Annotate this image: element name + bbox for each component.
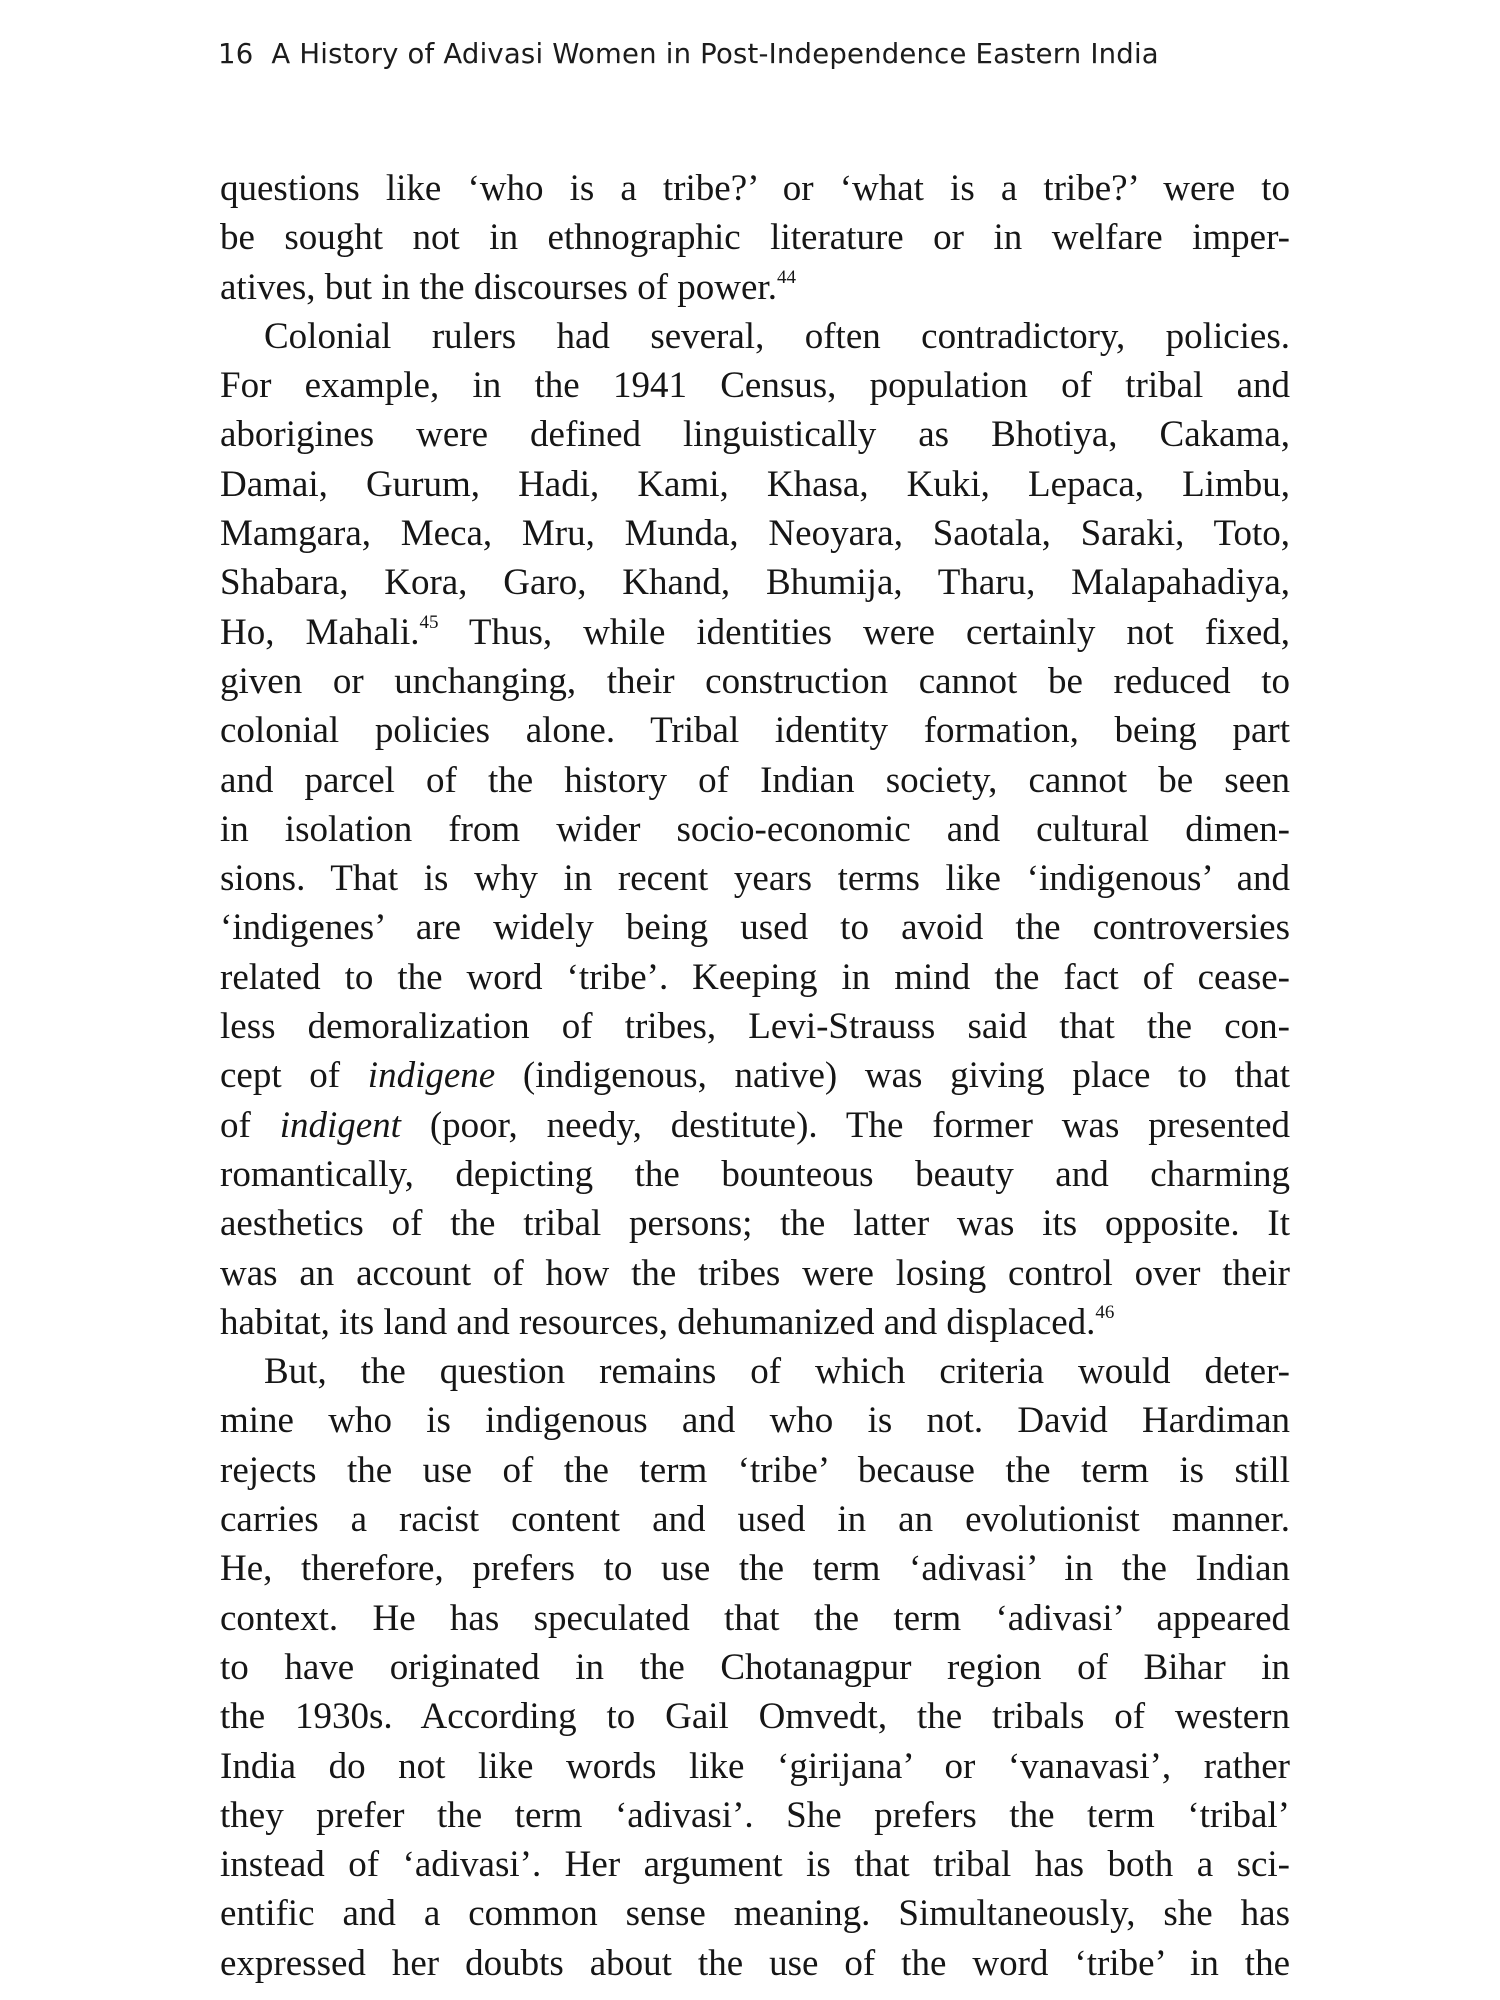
italic-term: indigent (279, 1104, 401, 1146)
text-line: mine who is indigenous and who is not. David Hardiman (220, 1400, 1290, 1442)
text-line: ‘indigenes’ are widely being used to avoid the controversies (220, 907, 1290, 949)
text-line: in isolation from wider socio-economic and cultural dimen- (220, 808, 1290, 850)
footnote-marker-45: 45 (419, 611, 439, 633)
paragraph-start: Colonial rulers had several, often contradictory, policies. (264, 315, 1290, 357)
page-number: 16 (218, 38, 254, 70)
text-line: given or unchanging, their construction cannot be reduced to (220, 660, 1290, 702)
footnote-marker-44: 44 (776, 266, 796, 288)
text-line: India do not like words like ‘girijana’ or ‘vanavasi’, rather (220, 1745, 1290, 1787)
running-head (218, 38, 1159, 70)
text-line: instead of ‘adivasi’. Her argument is that tribal has both a sci- (220, 1844, 1290, 1886)
footnote-marker-46: 46 (1095, 1301, 1115, 1323)
text-line: entific and a common sense meaning. Simultaneously, she has (220, 1893, 1290, 1935)
text-line: carries a racist content and used in an evolutionist manner. (220, 1499, 1290, 1541)
text-line: to have originated in the Chotanagpur region of Bihar in (220, 1646, 1290, 1688)
text-line: context. He has speculated that the term ‘adivasi’ appeared (220, 1597, 1290, 1639)
text-line: they prefer the term ‘adivasi’. She prefers the term ‘tribal’ (220, 1794, 1290, 1836)
text-line: related to the word ‘tribe’. Keeping in mind the fact of cease- (220, 956, 1290, 998)
text-line: aesthetics of the tribal persons; the latter was its opposite. It (220, 1203, 1290, 1245)
text-line: and parcel of the history of Indian society, cannot be seen (220, 759, 1290, 801)
text-line: the 1930s. According to Gail Omvedt, the tribals of western (220, 1696, 1290, 1738)
text-line: atives, but in the discourses of power.$^{44}$ (220, 266, 796, 308)
text-line: habitat, its land and resources, dehumanized and displaced.$^{46}$ (220, 1301, 1115, 1343)
text-line: colonial policies alone. Tribal identity formation, being part (220, 710, 1290, 752)
text-line: Damai, Gurum, Hadi, Kami, Khasa, Kuki, Lepaca, Limbu, (220, 463, 1290, 505)
text-line: cept of indigene (indigenous, native) was giving place to that (220, 1055, 1290, 1097)
text-line: For example, in the 1941 Census, population of tribal and (220, 365, 1290, 407)
text-line: aborigines were defined linguistically as Bhotiya, Cakama, (220, 414, 1290, 456)
text-line: He, therefore, prefers to use the term ‘adivasi’ in the Indian (220, 1548, 1290, 1590)
body-text (220, 164, 1290, 1988)
text-line: romantically, depicting the bounteous beauty and charming (220, 1153, 1290, 1195)
italic-term: indigene (367, 1055, 496, 1097)
text-line: sions. That is why in recent years terms like ‘indigenous’ and (220, 858, 1290, 900)
text-line: Ho, Mahali.$^{45}$ Thus, while identities were certainly not fixed, (220, 611, 1290, 653)
text-line: be sought not in ethnographic literature or in welfare imper- (220, 217, 1290, 259)
text-line: less demoralization of tribes, Levi-Strauss said that the con- (220, 1006, 1290, 1048)
text-line: rejects the use of the term ‘tribe’ because the term is still (220, 1449, 1290, 1491)
text-line: Mamgara, Meca, Mru, Munda, Neoyara, Saotala, Saraki, Toto, (220, 513, 1290, 555)
text-line: Shabara, Kora, Garo, Khand, Bhumija, Tharu, Malapahadiya, (220, 562, 1290, 604)
text-line: was an account of how the tribes were losing control over their (220, 1252, 1290, 1294)
running-title: A History of Adivasi Women in Post-Independence Eastern India (271, 38, 1159, 70)
text-line: expressed her doubts about the use of the word ‘tribe’ in the (220, 1942, 1290, 1984)
text-line: of indigent (poor, needy, destitute). The former was presented (220, 1104, 1290, 1146)
paragraph-start: But, the question remains of which criteria would deter- (264, 1351, 1290, 1393)
text-line: questions like ‘who is a tribe?’ or ‘what is a tribe?’ were to (220, 168, 1290, 209)
